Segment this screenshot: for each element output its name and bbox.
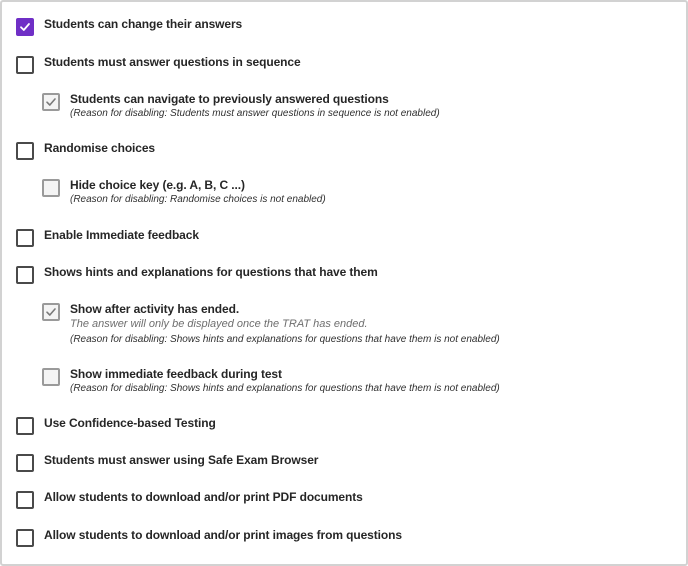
check-icon bbox=[45, 306, 57, 318]
setting-label: Students can navigate to previously answered questions bbox=[70, 92, 389, 106]
checkbox-download-pdf[interactable] bbox=[16, 491, 34, 509]
disable-reason: (Reason for disabling: Randomise choices is not enabled) bbox=[70, 194, 326, 205]
checkbox-randomise-choices[interactable] bbox=[16, 142, 34, 160]
setting-label: Randomise choices bbox=[44, 141, 156, 155]
checkbox-download-images[interactable] bbox=[16, 529, 34, 547]
setting-label: Allow students to download and/or print images from questions bbox=[44, 528, 402, 542]
checkbox-show-immediate-feedback-test bbox=[42, 368, 60, 386]
setting-label: Shows hints and explanations for questions that have them bbox=[44, 265, 378, 279]
checkbox-hints-explanations[interactable] bbox=[16, 266, 34, 284]
setting-label: Show after activity has ended. bbox=[70, 302, 240, 316]
setting-label: Students must answer questions in sequence bbox=[44, 55, 301, 69]
setting-label: Allow students to download and/or print PDF documents bbox=[44, 490, 363, 504]
setting-label: Show immediate feedback during test bbox=[70, 367, 282, 381]
setting-label: Students must answer using Safe Exam Browser bbox=[44, 453, 319, 467]
disable-reason: (Reason for disabling: Shows hints and explanations for questions that have them is not enabled) bbox=[70, 334, 500, 345]
setting-label: Enable Immediate feedback bbox=[44, 228, 199, 242]
checkbox-hide-choice-key bbox=[42, 179, 60, 197]
checkbox-students-can-change-answers[interactable] bbox=[16, 18, 34, 36]
check-icon bbox=[19, 21, 31, 33]
checkbox-confidence-based-testing[interactable] bbox=[16, 417, 34, 435]
disable-reason: (Reason for disabling: Students must answer questions in sequence is not enabled) bbox=[70, 108, 440, 119]
checkbox-navigate-previous-questions bbox=[42, 93, 60, 111]
disable-reason: (Reason for disabling: Shows hints and explanations for questions that have them is not enabled) bbox=[70, 383, 500, 394]
setting-label: Use Confidence-based Testing bbox=[44, 416, 216, 430]
check-icon bbox=[45, 96, 57, 108]
checkbox-show-after-activity-ended bbox=[42, 303, 60, 321]
setting-label: Hide choice key (e.g. A, B, C ...) bbox=[70, 178, 245, 192]
checkbox-safe-exam-browser[interactable] bbox=[16, 454, 34, 472]
checkbox-answer-in-sequence[interactable] bbox=[16, 56, 34, 74]
setting-label: Students can change their answers bbox=[44, 17, 243, 31]
checkbox-immediate-feedback[interactable] bbox=[16, 229, 34, 247]
setting-hint: The answer will only be displayed once the TRAT has ended. bbox=[70, 318, 368, 330]
